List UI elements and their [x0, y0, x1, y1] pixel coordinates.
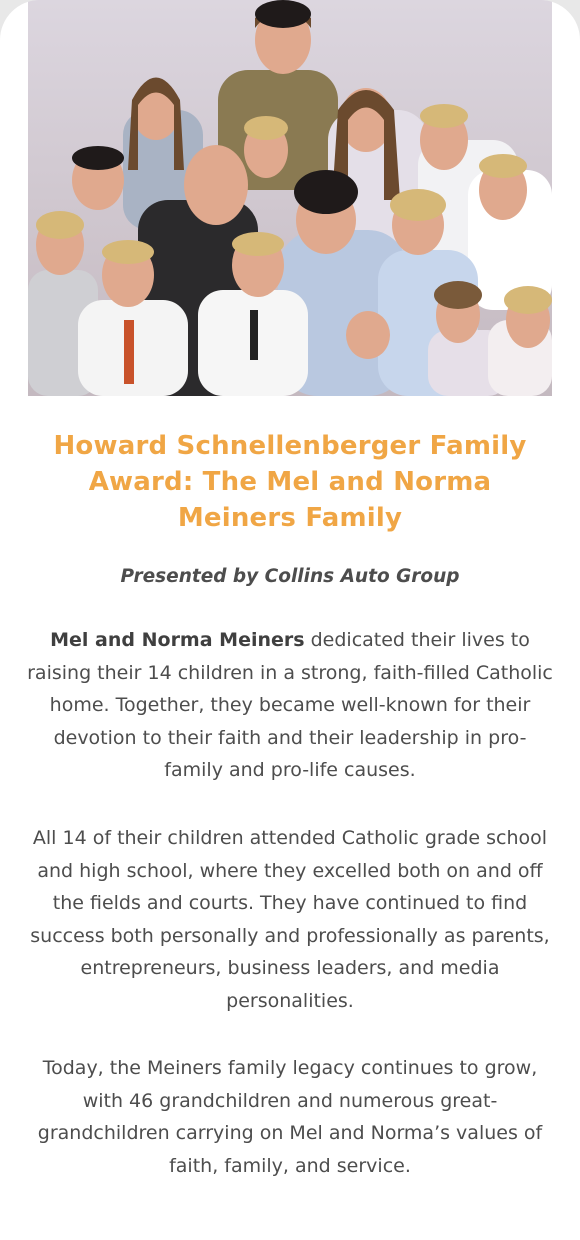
paragraph-intro-rest: dedicated their lives to raising their 14 children in a strong, faith-filled Catholic home. Together, they became well-known for their devotion to their faith and their leadership in pro-family and pro-life causes.	[27, 629, 553, 781]
paragraph-children: All 14 of their children attended Catholic grade school and high school, where they excelled both on and off the fields and courts. They have continued to find success both personally and professionally as parents, entrepreneurs, business leaders, and media personalities.	[30, 827, 550, 1012]
family-photo	[28, 0, 552, 396]
sponsor-subtitle: Presented by Collins Auto Group	[120, 566, 460, 587]
paragraph-intro	[26, 624, 554, 787]
family-photo-illustration	[28, 0, 552, 396]
article-title: Howard Schnellenberger Family Award: The Mel and Norma Meiners Family	[53, 431, 527, 533]
paragraph-intro-lead: Mel and Norma Meiners	[50, 629, 305, 651]
paragraph-legacy: Today, the Meiners family legacy continues to grow, with 46 grandchildren and numerous great-grandchildren carrying on Mel and Norma’s values of faith, family, and service.	[37, 1057, 543, 1177]
